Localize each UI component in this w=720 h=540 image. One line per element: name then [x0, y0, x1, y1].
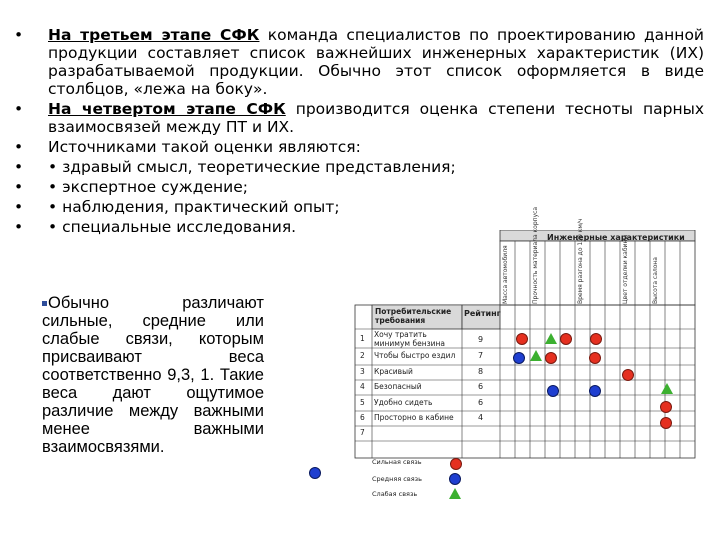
row-rating-6: 4: [478, 413, 484, 422]
weak-link-icon: [530, 350, 542, 361]
strong-link-icon: [589, 352, 601, 364]
row-num-3: 3: [360, 367, 365, 376]
eng-col-5: Высота салона: [652, 257, 659, 304]
bullet-source-2: • • экспертное суждение;: [14, 178, 704, 196]
strong-link-icon: [545, 352, 557, 364]
bullet-stage3: [14, 26, 704, 98]
bullet-stage4: [14, 100, 704, 136]
requirements-header: Потребительские требования: [375, 307, 452, 325]
rating-header: Рейтинг: [464, 309, 501, 318]
row-num-4: 4: [360, 382, 365, 391]
strong-link-icon: [516, 333, 528, 345]
eng-col-1: Масса автомобиля: [502, 245, 509, 304]
stray-medium-link-icon: [309, 467, 321, 479]
row-req-4: Безопасный: [374, 382, 422, 391]
row-req-3: Красивый: [374, 367, 413, 376]
row-req-6: Просторно в кабине: [374, 413, 454, 422]
square-bullet-icon: [42, 301, 47, 306]
row-rating-2: 7: [478, 351, 484, 360]
eng-col-2: Прочность материала корпуса: [532, 206, 539, 304]
row-num-7: 7: [360, 428, 365, 437]
strong-link-icon: [660, 401, 672, 413]
stage3-bold: На третьем этапе СФК: [48, 26, 260, 44]
engineering-characteristics-title: Инженерные характеристики: [547, 233, 685, 242]
medium-link-icon: [513, 352, 525, 364]
legend-medium: Средняя связь: [372, 475, 422, 483]
row-rating-1: 9: [478, 335, 484, 344]
weights-text: Обычно различают сильные, средние или слабые связи, которым присваивают веса соответственно 9,3, 1. Такие веса дают ощутимое различие между важными менее важными взаимосвязями.: [42, 294, 264, 456]
bullet-source-4: • • специальные исследования.: [14, 218, 704, 236]
row-rating-3: 8: [478, 367, 484, 376]
eng-col-4: Цвет отделки кабины: [622, 234, 629, 304]
stage4-bold: На четвертом этапе СФК: [48, 100, 286, 118]
bullet-list: [14, 26, 704, 236]
strong-link-icon: [590, 333, 602, 345]
row-rating-5: 6: [478, 398, 484, 407]
medium-link-icon: [547, 385, 559, 397]
row-req-1: Хочу тратить минимум бензина: [374, 330, 445, 348]
row-req-2: Чтобы быстро ездил: [374, 351, 456, 360]
weak-link-icon: [545, 333, 557, 344]
row-rating-4: 6: [478, 382, 484, 391]
legend-strong-icon: [450, 458, 462, 470]
weak-link-icon: [661, 383, 673, 394]
row-num-1: 1: [360, 334, 365, 343]
legend-strong: Сильная связь: [372, 458, 422, 466]
legend-weak-icon: [449, 488, 461, 499]
medium-link-icon: [589, 385, 601, 397]
legend-weak: Слабая связь: [372, 490, 418, 498]
row-num-5: 5: [360, 398, 365, 407]
row-req-5: Удобно сидеть: [374, 398, 433, 407]
row-num-6: 6: [360, 413, 365, 422]
stage4-text: производится оценка степени тесноты парных взаимосвязей между ПТ и ИХ.: [48, 100, 704, 136]
strong-link-icon: [622, 369, 634, 381]
house-of-quality-figure: [352, 206, 707, 505]
bullet-sources: • Источниками такой оценки являются:: [14, 138, 704, 156]
weights-paragraph: [42, 294, 264, 456]
legend-medium-icon: [449, 473, 461, 485]
row-num-2: 2: [360, 351, 365, 360]
bullet-source-3: • • наблюдения, практический опыт;: [14, 198, 704, 216]
eng-col-3: Время разгона до 100 км/ч: [577, 218, 584, 304]
stage3-text: команда специалистов по проектированию данной продукции составляет список важнейших инженерных характеристик (ИХ) разрабатываемой продукции. Обычно этот список оформляется в виде столбцов, «лежа на боку».: [48, 26, 705, 98]
strong-link-icon: [660, 417, 672, 429]
bullet-source-1: • • здравый смысл, теоретические представления;: [14, 158, 704, 176]
strong-link-icon: [560, 333, 572, 345]
